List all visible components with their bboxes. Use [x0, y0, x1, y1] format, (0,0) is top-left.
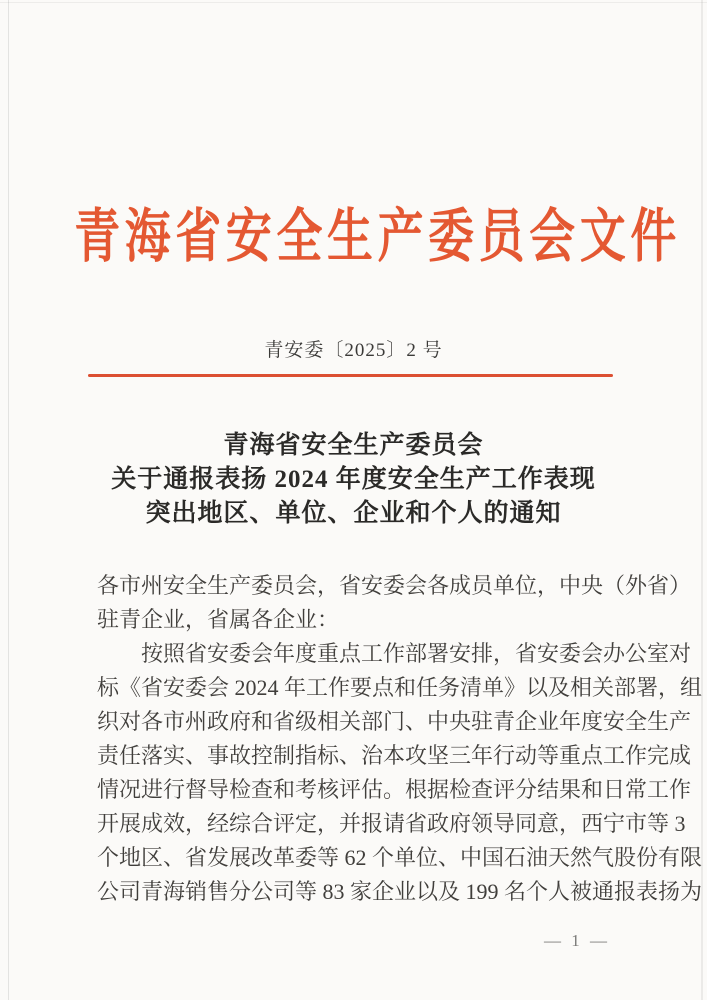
body-line: 各市州安全生产委员会，省安委会各成员单位，中央（外省）	[97, 573, 692, 598]
doc-number: 青安委〔2025〕2 号	[264, 340, 443, 361]
body-line: 织对各市州政府和省级相关部门、中央驻青企业年度安全生产	[97, 709, 692, 734]
body-paragraphs	[97, 569, 703, 909]
scan-edge-top	[0, 2, 707, 3]
body-line: 开展成效，经综合评定，并报请省政府领导同意，西宁市等 3	[97, 811, 686, 836]
doc-title	[0, 429, 707, 531]
body-line: 情况进行督导检查和考核评估。根据检查评分结果和日常工作	[97, 777, 692, 802]
body-line: 责任落实、事故控制指标、治本攻坚三年行动等重点工作完成	[97, 743, 692, 768]
doc-title-line-3: 突出地区、单位、企业和个人的通知	[145, 500, 562, 527]
doc-title-line-1: 青海省安全生产委员会	[223, 432, 484, 459]
body-line: 按照省安委会年度重点工作部署安排，省安委会办公室对	[141, 641, 692, 666]
letterhead-org-title: 青海省安全生产委员会文件	[74, 204, 681, 269]
red-separator-line	[88, 374, 613, 377]
doc-title-line-2: 关于通报表扬 2024 年度安全生产工作表现	[111, 466, 596, 493]
page-number: — 1 —	[544, 931, 610, 950]
body-line: 公司青海销售分公司等 83 家企业以及 199 名个人被通报表扬为	[97, 879, 703, 904]
body-line: 标《省安委会 2024 年工作要点和任务清单》以及相关部署，组	[97, 675, 703, 700]
body-line: 个地区、省发展改革委等 62 个单位、中国石油天然气股份有限	[97, 845, 703, 870]
body-line: 驻青企业，省属各企业：	[97, 607, 340, 632]
